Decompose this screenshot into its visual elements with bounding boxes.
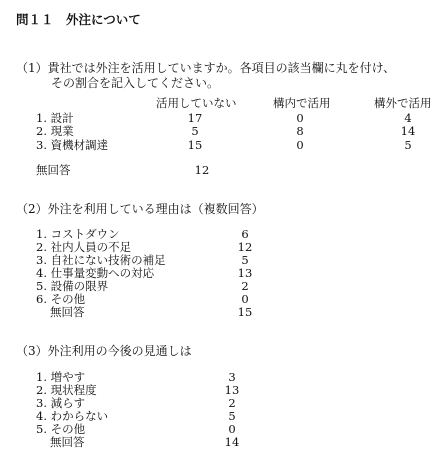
list-item-value: 12 [237, 240, 253, 254]
list-item-label: 3. 減らす [36, 396, 86, 410]
list-item-label: 2. 社内人員の不足 [36, 240, 132, 254]
list-item-label: 無回答 [50, 305, 85, 319]
section2-heading: （2）外注を利用している理由は（複数回答） [16, 202, 264, 216]
cell-value: 8 [296, 124, 304, 138]
cell-value: 5 [404, 138, 412, 152]
list-item-label: 4. 仕事量変動への対応 [36, 266, 155, 280]
list-item-value: 14 [224, 435, 240, 449]
list-item-value: 6 [241, 227, 249, 241]
cell-value: 14 [400, 124, 416, 138]
row-label: 2. 現業 [36, 124, 74, 138]
list-item-label: 3. 自社にない技術の補足 [36, 253, 166, 267]
cell-value: 15 [187, 138, 203, 152]
no-answer-label: 無回答 [36, 163, 71, 177]
list-item-value: 0 [228, 422, 236, 436]
no-answer-value: 12 [194, 163, 210, 177]
cell-value: 0 [296, 111, 304, 125]
col-header-inside: 構内で活用 [273, 96, 331, 110]
list-item-label: 4. わからない [36, 409, 109, 423]
section3-heading: （3）外注利用の今後の見通しは [16, 344, 192, 358]
cell-value: 0 [296, 138, 304, 152]
list-item-value: 2 [241, 279, 249, 293]
list-item-value: 13 [224, 383, 240, 397]
list-item-value: 13 [237, 266, 253, 280]
list-item-value: 5 [241, 253, 249, 267]
list-item-label: 無回答 [50, 435, 85, 449]
list-item-label: 5. その他 [36, 422, 86, 436]
section1-heading-line2: その割合を記入してください。 [51, 76, 220, 90]
list-item-value: 5 [228, 409, 236, 423]
cell-value: 5 [191, 124, 199, 138]
col-header-outside: 構外で活用 [374, 96, 432, 110]
cell-value: 4 [404, 111, 412, 125]
list-item-label: 6. その他 [36, 292, 86, 306]
list-item-value: 2 [228, 396, 236, 410]
list-item-label: 5. 設備の限界 [36, 279, 109, 293]
cell-value: 17 [187, 111, 203, 125]
list-item-value: 15 [237, 305, 253, 319]
page-title: 問１１ 外注について [16, 12, 141, 27]
list-item-label: 2. 現状程度 [36, 383, 97, 397]
list-item-value: 3 [228, 370, 236, 384]
list-item-label: 1. コストダウン [36, 227, 120, 241]
list-item-label: 1. 増やす [36, 370, 86, 384]
row-label: 1. 設計 [36, 111, 74, 125]
row-label: 3. 資機材調達 [36, 138, 109, 152]
col-header-not-used: 活用していない [156, 96, 237, 110]
section1-heading: （1）貴社では外注を活用していますか。各項目の該当欄に丸を付け、 [16, 61, 396, 75]
list-item-value: 0 [241, 292, 249, 306]
